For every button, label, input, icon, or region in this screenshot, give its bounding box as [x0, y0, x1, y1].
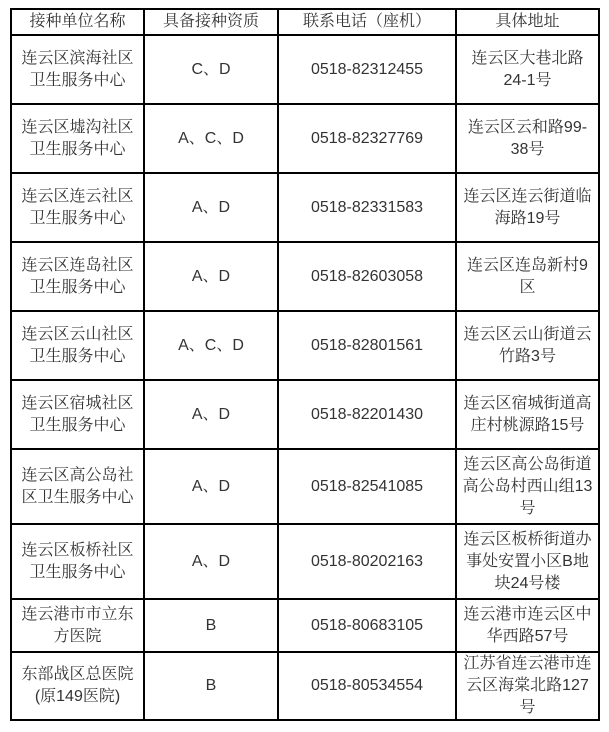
unit-name-cell: 连云区连岛社区卫生服务中心	[11, 242, 144, 311]
table-row	[11, 104, 599, 173]
table-row	[11, 599, 599, 652]
table-row	[11, 173, 599, 242]
address-cell: 连云区连云街道临海路19号	[456, 173, 599, 242]
table-body	[11, 35, 599, 720]
header-unit-name: 接种单位名称	[11, 9, 144, 35]
address-cell: 连云区云和路99-38号	[456, 104, 599, 173]
phone-cell: 0518-82327769	[278, 104, 456, 173]
qualification-cell: A、D	[144, 380, 278, 449]
phone-cell: 0518-82201430	[278, 380, 456, 449]
address-cell: 连云区连岛新村9区	[456, 242, 599, 311]
qualification-cell: A、D	[144, 524, 278, 599]
unit-name-cell: 连云区墟沟社区卫生服务中心	[11, 104, 144, 173]
phone-cell: 0518-82312455	[278, 35, 456, 104]
phone-cell: 0518-82331583	[278, 173, 456, 242]
table-row	[11, 652, 599, 720]
table-header	[11, 9, 599, 35]
qualification-cell: A、D	[144, 173, 278, 242]
qualification-cell: C、D	[144, 35, 278, 104]
address-cell: 连云区板桥街道办事处安置小区B地块24号楼	[456, 524, 599, 599]
address-cell: 连云港市连云区中华西路57号	[456, 599, 599, 652]
unit-name-cell: 连云区板桥社区卫生服务中心	[11, 524, 144, 599]
table-row	[11, 380, 599, 449]
phone-cell: 0518-82541085	[278, 449, 456, 524]
address-cell: 连云区高公岛街道高公岛村西山组13号	[456, 449, 599, 524]
header-address: 具体地址	[456, 9, 599, 35]
header-phone: 联系电话（座机）	[278, 9, 456, 35]
phone-cell: 0518-80202163	[278, 524, 456, 599]
address-cell: 连云区大巷北路24-1号	[456, 35, 599, 104]
address-cell: 连云区云山街道云竹路3号	[456, 311, 599, 380]
address-cell: 连云区宿城街道高庄村桃源路15号	[456, 380, 599, 449]
qualification-cell: A、D	[144, 449, 278, 524]
qualification-cell: A、C、D	[144, 311, 278, 380]
qualification-cell: A、D	[144, 242, 278, 311]
unit-name-cell: 连云区高公岛社区卫生服务中心	[11, 449, 144, 524]
vaccination-units-table	[10, 8, 600, 721]
phone-cell: 0518-82801561	[278, 311, 456, 380]
phone-cell: 0518-80683105	[278, 599, 456, 652]
header-row	[11, 9, 599, 35]
unit-name-cell: 连云区滨海社区卫生服务中心	[11, 35, 144, 104]
phone-cell: 0518-80534554	[278, 652, 456, 720]
qualification-cell: A、C、D	[144, 104, 278, 173]
table-row	[11, 242, 599, 311]
address-cell: 江苏省连云港市连云区海棠北路127号	[456, 652, 599, 720]
unit-name-cell: 东部战区总医院(原149医院)	[11, 652, 144, 720]
table-row	[11, 524, 599, 599]
unit-name-cell: 连云港市市立东方医院	[11, 599, 144, 652]
qualification-cell: B	[144, 599, 278, 652]
phone-cell: 0518-82603058	[278, 242, 456, 311]
unit-name-cell: 连云区连云社区卫生服务中心	[11, 173, 144, 242]
unit-name-cell: 连云区宿城社区卫生服务中心	[11, 380, 144, 449]
table-row	[11, 35, 599, 104]
table-row	[11, 449, 599, 524]
unit-name-cell: 连云区云山社区卫生服务中心	[11, 311, 144, 380]
table-row	[11, 311, 599, 380]
header-qualification: 具备接种资质	[144, 9, 278, 35]
qualification-cell: B	[144, 652, 278, 720]
